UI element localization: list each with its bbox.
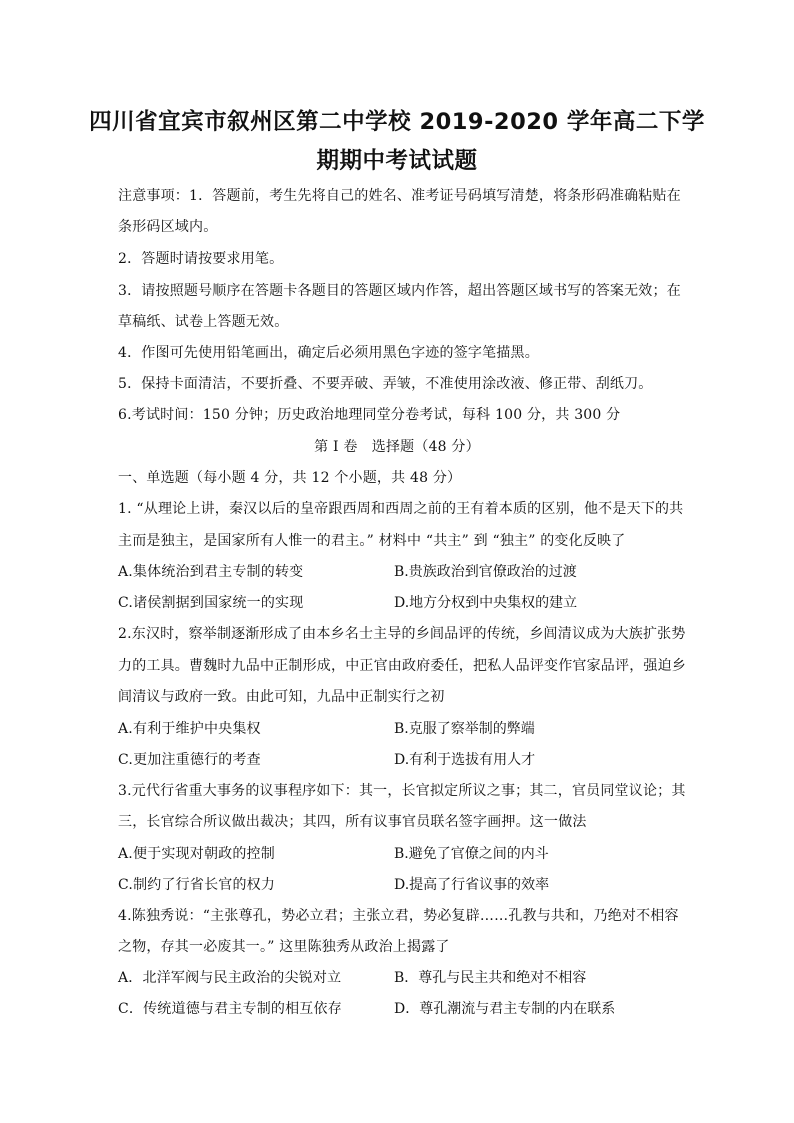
question-2-option-b: B.克服了察举制的弊端 (394, 721, 535, 737)
note-line: 2．答题时请按要求用笔。 (118, 251, 284, 267)
question-2-option-c: C.更加注重德行的考查 (118, 752, 261, 768)
question-1-option-a: A.集体统治到君主专制的转变 (118, 564, 304, 580)
question-1-option-b: B.贵族政治到官僚政治的过渡 (394, 564, 577, 580)
question-2-option-a: A.有利于维护中央集权 (118, 721, 261, 737)
exam-title-line-1: 四川省宜宾市叙州区第二中学校 2019-2020 学年高二下学 (89, 109, 705, 135)
question-4-option-d: D．尊孔潮流与君主专制的内在联系 (394, 1001, 616, 1017)
part-title: 一、单选题（每小题 4 分，共 12 个小题，共 48 分） (118, 470, 462, 486)
question-3-stem: 三，长官综合所议做出裁决；其四，所有议事官员联名签字画押。这一做法 (118, 814, 587, 830)
question-4-stem: 之物，存其一必废其一。” 这里陈独秀从政治上揭露了 (118, 939, 450, 955)
question-3-option-c: C.制约了行省长官的权力 (118, 877, 276, 893)
note-line: 4．作图可先使用铅笔画出，确定后必须用黑色字迹的签字笔描黑。 (118, 345, 539, 361)
question-4-option-c: C．传统道德与君主专制的相互依存 (118, 1001, 342, 1017)
note-line: 条形码区域内。 (118, 219, 218, 235)
question-1-option-d: D.地方分权到中央集权的建立 (394, 595, 578, 611)
question-3-option-d: D.提高了行省议事的效率 (394, 877, 550, 893)
question-4-stem: 4.陈独秀说：“主张尊孔，势必立君；主张立君，势必复辟……孔教与共和，乃绝对不相容 (118, 908, 679, 924)
section-title: 第 I 卷 选择题（48 分） (314, 439, 480, 455)
question-3-stem: 3.元代行省重大事务的议事程序如下：其一，长官拟定所议之事；其二，官员同堂议论；其 (118, 783, 686, 799)
note-line: 注意事项：1．答题前，考生先将自己的姓名、准考证号码填写清楚，将条形码准确粘贴在 (118, 188, 681, 204)
question-4-option-b: B．尊孔与民主共和绝对不相容 (394, 970, 587, 986)
question-3-option-b: B.避免了官僚之间的内斗 (394, 846, 549, 862)
note-line: 5．保持卡面清洁，不要折叠、不要弄破、弄皱，不准使用涂改液、修正带、刮纸刀。 (118, 376, 653, 392)
note-line: 6.考试时间：150 分钟；历史政治地理同堂分卷考试，每科 100 分，共 300 分 (118, 407, 621, 423)
question-4-option-a: A．北洋军阀与民主政治的尖锐对立 (118, 970, 342, 986)
question-2-stem: 闾清议与政府一致。由此可知，九品中正制实行之初 (118, 689, 445, 705)
question-1-option-c: C.诸侯割据到国家统一的实现 (118, 595, 304, 611)
question-2-option-d: D.有利于选拔有用人才 (394, 752, 536, 768)
question-3-option-a: A.便于实现对朝政的控制 (118, 846, 275, 862)
question-1-stem: 1. “从理论上讲，秦汉以后的皇帝跟西周和西周之前的王有着本质的区别，他不是天下的共 (118, 501, 684, 517)
question-2-stem: 力的工具。曹魏时九品中正制形成，中正官由政府委任，把私人品评变作官家品评，强迫乡 (118, 658, 686, 674)
question-1-stem: 主而是独主，是国家所有人惟一的君主。” 材料中 “共主” 到 “独主” 的变化反映了 (118, 533, 626, 549)
question-2-stem: 2.东汉时，察举制逐渐形成了由本乡名士主导的乡闾品评的传统，乡闾清议成为大族扩张势 (118, 626, 686, 642)
note-line: 3．请按照题号顺序在答题卡各题目的答题区域内作答，超出答题区域书写的答案无效；在 (118, 283, 681, 299)
note-line: 草稿纸、试卷上答题无效。 (118, 314, 289, 330)
exam-title-line-2: 期期中考试试题 (316, 148, 478, 174)
